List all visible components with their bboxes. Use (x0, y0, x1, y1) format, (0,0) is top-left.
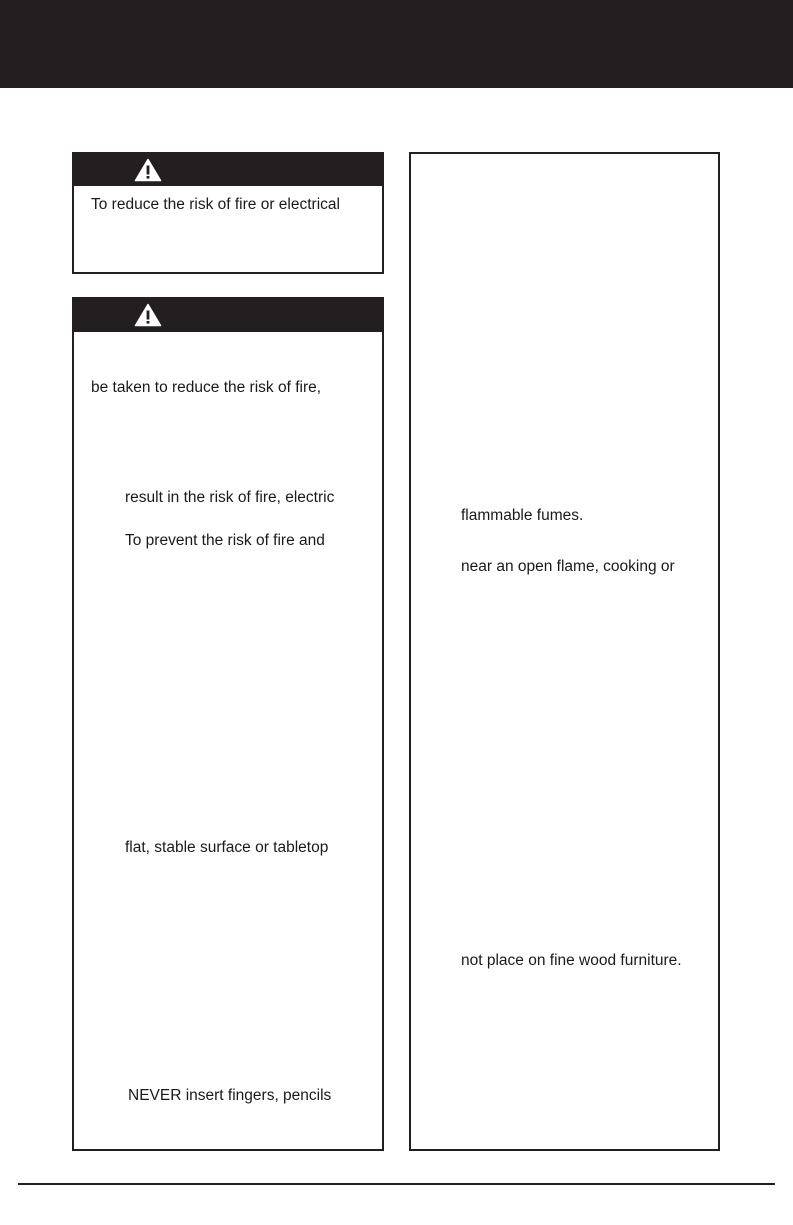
safety-text-line: near an open flame, cooking or (461, 558, 675, 575)
safety-text-line: be taken to reduce the risk of fire, (91, 379, 322, 396)
warning-box-header-band (74, 299, 382, 332)
safety-text-line: To prevent the risk of fire and (125, 532, 325, 549)
safety-text-line: not place on fine wood furniture. (461, 952, 682, 969)
warning-triangle-icon (134, 303, 162, 327)
safety-box-right (409, 152, 720, 1151)
warning-triangle-icon (134, 158, 162, 182)
page-header-bar (0, 0, 793, 88)
warning-text-line: To reduce the risk of fire or electrical (91, 196, 340, 213)
warning-box-header-band (74, 154, 382, 186)
warning-box-safety-instructions (72, 297, 384, 1151)
warning-box-electrical (72, 152, 384, 274)
safety-text-line: result in the risk of fire, electric (125, 489, 335, 506)
safety-text-line: NEVER insert fingers, pencils (128, 1087, 332, 1104)
footer-rule (18, 1183, 775, 1185)
safety-text-line: flat, stable surface or tabletop (125, 839, 329, 856)
safety-text-line: flammable fumes. (461, 507, 584, 524)
